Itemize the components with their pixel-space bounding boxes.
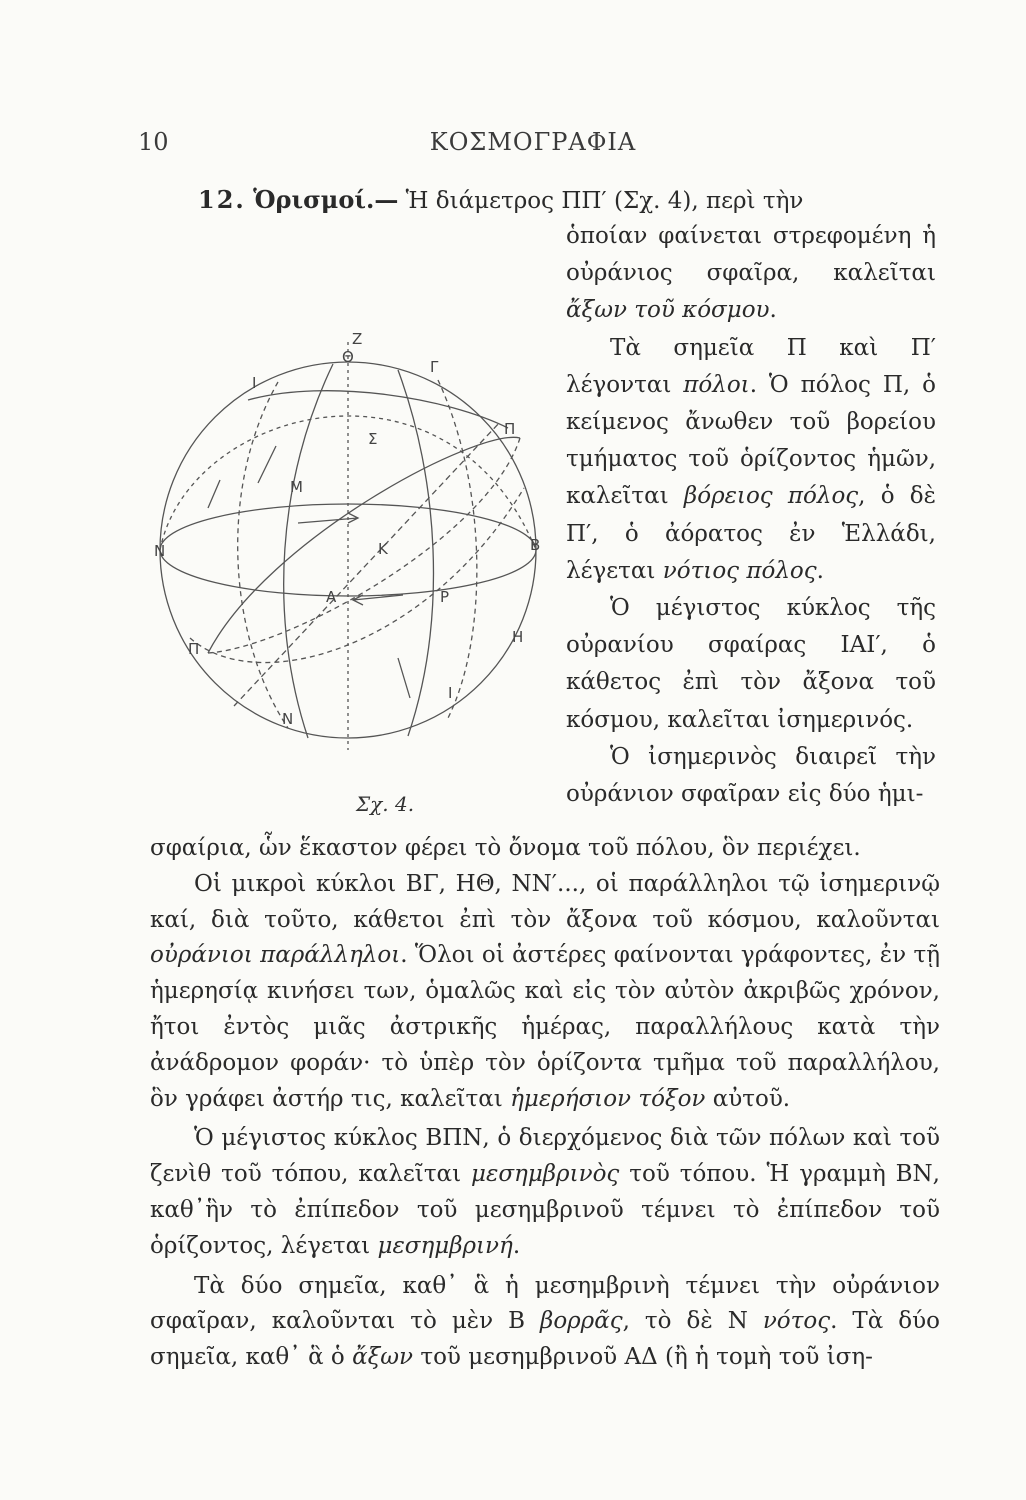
parallels-paragraph: [150, 867, 940, 1118]
label-A: A: [326, 588, 337, 606]
book-title: ΚΟΣΜΟΓΡΑΦΙΑ: [429, 128, 637, 156]
continuation-line: σφαίρια, ὧν ἕκαστον φέρει τὸ ὄνομα τοῦ πόλου, ὃν περιέχει.: [150, 835, 861, 861]
label-B: B: [530, 536, 541, 554]
poles-text-a: Τὰ σημεῖα Π καὶ Π′ λέγονται: [566, 334, 936, 398]
term-meridian: μεσημβρινὸς: [471, 1161, 620, 1188]
parallels-text-c: αὐτοῦ.: [705, 1085, 791, 1112]
parallels-text-b: . Ὅλοι οἱ ἀστέρες φαίνονται γράφοντες, ἐν τῇ ἡμερησίᾳ κινήσει των, ὁμαλῶς καὶ εἰς τὸν αὐτὸν ἀκριβῶς χρόνον, ἤτοι ἐντὸς μιᾶς ἀστρικῆς ἡμέρας, παραλλήλους κατὰ τὴν ἀνάδρομον φοράν· τὸ ὑπὲρ τὸν ὁρίζοντα τμῆμα τοῦ παραλλήλου, ὃν γράφει ἀστήρ τις, καλεῖται: [150, 942, 940, 1112]
points-paragraph: [150, 1269, 940, 1376]
term-axis: ἄξων: [352, 1344, 414, 1371]
points-text-d: τοῦ μεσημβρινοῦ ΑΔ (ἢ ἡ τομὴ τοῦ ἰση-: [413, 1344, 873, 1371]
meridian-text-c: .: [512, 1232, 521, 1259]
poles-text-b: . Ὁ πόλος Π, ὁ κείμενος ἄνωθεν τοῦ βορείου τμήματος τοῦ ὁρίζοντος ἡμῶν, καλεῖται: [566, 371, 936, 510]
equator-back: [208, 438, 520, 653]
parallels-text-a: Οἱ μικροὶ κύκλοι ΒΓ, ΗΘ, ΝΝ′..., οἱ παράλληλοι τῷ ἰσημερινῷ καί, διὰ τοῦτο, κάθετοι ἐπὶ τὸν ἄξονα τοῦ κόσμου, καλοῦνται: [150, 870, 940, 933]
label-K: K: [378, 540, 388, 558]
term-poles: πόλοι: [683, 371, 750, 398]
label-P-top: П: [504, 420, 516, 438]
axis-term: ἄξων τοῦ κόσμου: [566, 297, 770, 324]
poles-text-c: , ὁ δὲ Π′, ὁ ἀόρατος ἐν Ἑλλάδι, λέγεται: [566, 483, 936, 584]
label-M: M: [290, 478, 303, 496]
celestial-sphere-figure: [148, 318, 548, 778]
wrap-line-1: ὁποίαν φαίνεται στρεφομένη: [566, 223, 912, 249]
points-text-b: , τὸ δὲ Ν: [622, 1308, 763, 1335]
term-south-pole: νότιος πόλος: [662, 557, 817, 584]
figure-caption: Σχ. 4.: [356, 792, 415, 816]
label-P-bottom: П: [188, 640, 200, 658]
term-north-pole: βόρειος πόλος: [683, 483, 859, 510]
wrapped-text-column: [566, 218, 936, 813]
parallel-BG: [248, 391, 508, 428]
wrap-line-2: ἡ οὐράνιος σφαῖρα, καλεῖται: [566, 223, 936, 287]
section-heading: Ὁρισμοί.—: [253, 185, 399, 214]
hemisphere-paragraph: Ὁ ἰσημερινὸς διαιρεῖ τὴν οὐράνιον σφαῖραν εἰς δύο ἡμι-: [566, 743, 936, 808]
label-I-top: I: [252, 374, 257, 392]
label-I-prime: Ι: [448, 684, 453, 702]
poles-text-d: .: [816, 557, 824, 584]
axis-definition: ὁποίαν φαίνεται στρεφομένη ἡ οὐράνιος σφαῖρα, καλεῖται ἄξων τοῦ κόσμου.: [566, 223, 936, 324]
label-Sigma: Σ: [368, 430, 378, 448]
equator-front: [208, 437, 520, 653]
section-number: 12.: [198, 185, 246, 214]
equator-paragraph: Ὁ μέγιστος κύκλος τῆς οὐρανίου σφαίρας ΙΑΙ′, ὁ κάθετος ἐπὶ τὸν ἄξονα τοῦ κόσμου, καλεῖται ἰσημερινός.: [566, 595, 936, 733]
meridian-paragraph: [150, 1121, 940, 1264]
world-axis: [234, 422, 500, 706]
label-H: H: [512, 628, 524, 646]
label-N-prime: N: [282, 710, 294, 728]
sphere-outline: [160, 362, 536, 738]
celestial-sphere-drawing: [148, 318, 548, 778]
label-Gamma: Γ: [430, 358, 439, 376]
meridian-text-b: τοῦ τόπου. Ἡ γραμμὴ ΒΝ, καθ᾽ἣν τὸ ἐπίπεδον τοῦ μεσημβρινοῦ τέμνει τὸ ἐπίπεδον τοῦ ὁρίζοντος, λέγεται: [150, 1161, 940, 1259]
term-south: νότος: [762, 1308, 831, 1335]
hour-circle-3: [438, 380, 477, 718]
arrow-theta: [398, 658, 410, 698]
term-celestial-parallels: οὐράνιοι παράλληλοι: [150, 942, 401, 969]
label-Z: Z: [352, 330, 363, 348]
label-P: P: [440, 588, 450, 606]
meridian-text-a: Ὁ μέγιστος κύκλος ΒΠΝ, ὁ διερχόμενος διὰ τῶν πόλων καὶ τοῦ ζενὶθ τοῦ τόπου, καλεῖται: [150, 1125, 940, 1188]
full-width-text: [150, 831, 940, 1376]
running-head: [138, 128, 928, 158]
points-text-a: Τὰ δύο σημεῖα, καθ᾽ ἃ ἡ μεσημβρινὴ τέμνει τὴν οὐράνιον σφαῖραν, καλοῦνται τὸ μὲν Β: [150, 1272, 940, 1335]
label-Theta: Θ: [342, 348, 354, 366]
arrow-left-2: [258, 446, 276, 483]
first-line-text: Ἡ διάμετρος ΠΠ′ (Σχ. 4), περὶ τὴν: [405, 188, 804, 214]
term-diurnal-arc: ἡμερήσιον τόξον: [510, 1085, 706, 1112]
term-meridian-line: μεσημβρινή: [377, 1232, 513, 1259]
poles-paragraph: [566, 330, 936, 590]
page-number: 10: [138, 128, 169, 156]
points-text-c: . Τὰ δύο σημεῖα, καθ᾽ ἃ ὁ: [150, 1308, 940, 1371]
term-north: βορρᾶς: [540, 1308, 623, 1335]
section-first-line: [198, 182, 928, 219]
label-N-left: N: [154, 542, 166, 560]
hour-circle-2: [398, 370, 433, 736]
arrow-left: [208, 480, 220, 508]
